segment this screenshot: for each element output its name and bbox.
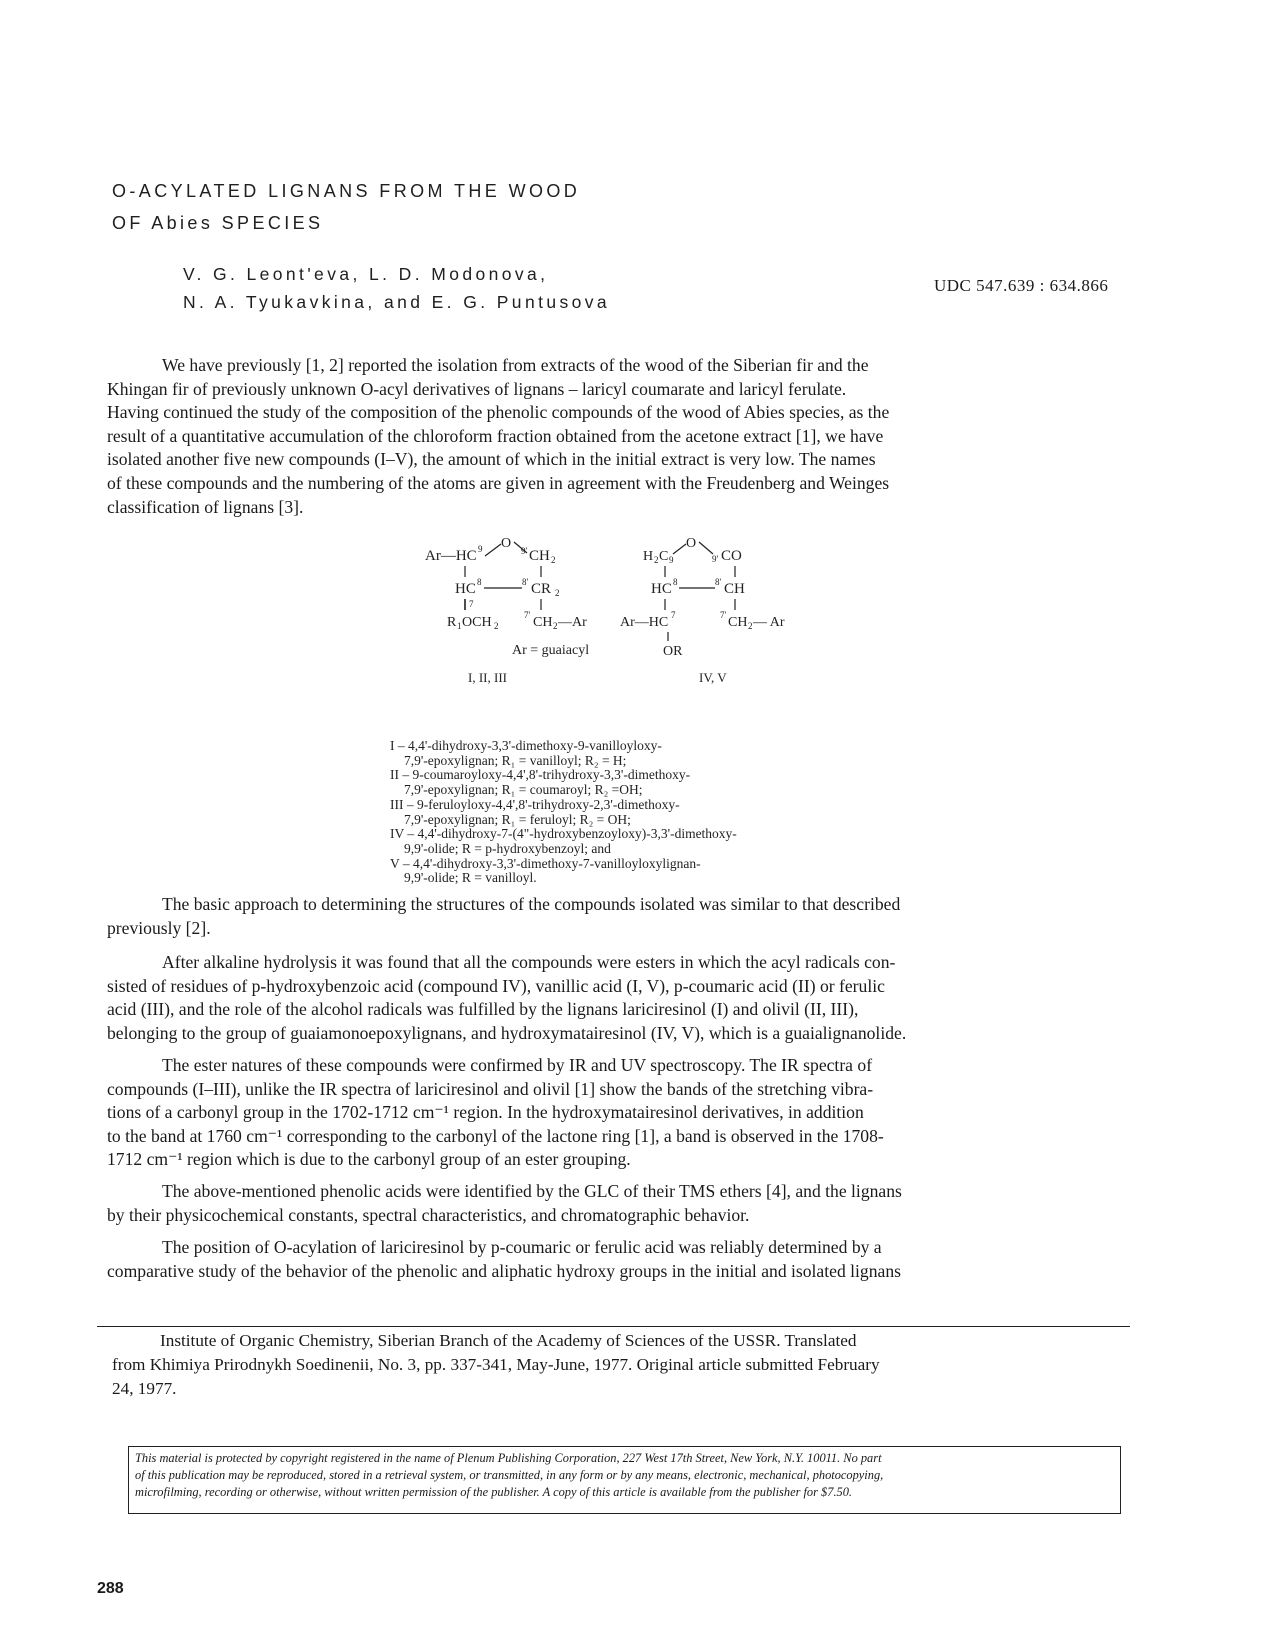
svg-text:R: R [447,615,457,630]
structure-right [620,536,785,659]
svg-text:1: 1 [457,621,462,631]
svg-text:2: 2 [555,588,560,598]
svg-text:OR: OR [663,644,683,659]
svg-text:HC: HC [651,581,672,597]
svg-text:CH: CH [724,581,745,597]
intro-line: of these compounds and the numbering of the atoms are given in agreement with the Freudenberg and Weinges [107,472,890,493]
text-line: After alkaline hydrolysis it was found that all the compounds were esters in which the acyl radicals con- [162,952,896,972]
text-line: by their physicochemical constants, spectral characteristics, and chromatographic behavior. [107,1204,750,1225]
text-line: The ester natures of these compounds were confirmed by IR and UV spectroscopy. The IR spectra of [162,1055,873,1075]
text-line: sisted of residues of p-hydroxybenzoic acid (compound IV), vanillic acid (I, V), p-coumaric acid (II) or ferulic [107,975,885,996]
compound-entry-II-cont: 7,9'-epoxylignan; R₁ = coumaroyl; R₂ =OH; [404,782,643,798]
intro-line: Khingan fir of previously unknown O-acyl derivatives of lignans – laricyl coumarate and laricyl ferulate. [107,378,847,399]
svg-text:O: O [686,536,697,551]
intro-line: We have previously [1, 2] reported the isolation from extracts of the wood of the Siberian fir and the [162,355,869,375]
compound-entry-III-cont: 7,9'-epoxylignan; R₁ = feruloyl; R₂ = OH; [404,811,631,827]
svg-text:OCH: OCH [462,615,492,630]
copyright-line: of this publication may be reproduced, stored in a retrieval system, or transmitted, in any form or by any means, electronic, mechanical, photocopying, [135,1468,884,1482]
chemical-structure-scheme [415,528,815,690]
paragraph-approach [107,893,1127,940]
svg-text:— Ar: — Ar [753,615,785,630]
svg-text:2: 2 [494,621,499,631]
compound-entry-I: I – 4,4'-dihydroxy-3,3'-dimethoxy-9-vanilloyloxy- [390,738,662,753]
footnote-line: 24, 1977. [112,1379,177,1398]
intro-line: isolated another five new compounds (I–V), the amount of which in the initial extract is very low. The names [107,449,876,470]
intro-line: Having continued the study of the composition of the phenolic compounds of the wood of Abies species, as the [107,402,890,423]
text-line: The above-mentioned phenolic acids were identified by the GLC of their TMS ethers [4], and the lignans [162,1181,902,1201]
svg-text:Ar—HC: Ar—HC [425,548,477,564]
copyright-notice [128,1446,1121,1514]
affiliation-footnote [112,1329,1152,1401]
copyright-line: microfilming, recording or otherwise, without written permission of the publisher. A copy of this article is available from the publisher for $7.50. [135,1485,853,1499]
text-line: belonging to the group of guaiamonoepoxylignans, and hydroxymatairesinol (IV, V), which is a guaialignanolide. [107,1022,907,1043]
author-list [183,260,610,316]
scheme-label-left: I, II, III [468,670,507,685]
svg-text:—Ar: —Ar [558,615,587,630]
footnote-divider [97,1326,1130,1327]
compound-entry-IV-cont: 9,9'-olide; R = p-hydroxybenzoyl; and [404,840,611,856]
svg-text:9': 9' [712,554,719,564]
svg-text:HC: HC [455,581,476,597]
text-line: The position of O-acylation of lariciresinol by p-coumaric or ferulic acid was reliably determined by a [162,1237,882,1257]
text-line: 1712 cm⁻¹ region which is due to the carbonyl group of an ester grouping. [107,1149,631,1170]
svg-text:2: 2 [748,621,753,631]
svg-text:8: 8 [673,577,678,587]
compound-entry-V-cont: 9,9'-olide; R = vanilloyl. [404,870,537,886]
footnote-line: from Khimiya Prirodnykh Soedinenii, No. 3, pp. 337-341, May-June, 1977. Original article submitted February [112,1355,880,1374]
article-title-line-1: O-ACYLATED LIGNANS FROM THE WOOD [112,181,581,201]
paragraph-acylation [107,1236,1127,1283]
svg-text:C: C [659,549,669,564]
text-line: acid (III), and the role of the alcohol radicals was fulfilled by the lignans lariciresinol (I) and olivil (II, III), [107,999,859,1020]
svg-text:8': 8' [715,577,722,587]
svg-text:O: O [501,536,512,551]
author-line-1: V. G. Leont'eva, L. D. Modonova, [183,264,549,284]
structure-left [425,536,587,631]
compound-entry-I-cont: 7,9'-epoxylignan; R₁ = vanilloyl; R₂ = H; [404,752,627,768]
svg-text:8': 8' [522,577,529,587]
text-line: The basic approach to determining the structures of the compounds isolated was similar to that described [162,894,901,914]
ar-definition: Ar = guaiacyl [512,643,590,658]
intro-line: result of a quantitative accumulation of the chloroform fraction obtained from the acetone extract [1], we have [107,425,884,446]
compound-entry-III: III – 9-feruloyloxy-4,4',8'-trihydroxy-2,3'-dimethoxy- [390,796,680,812]
svg-text:9: 9 [478,544,483,554]
svg-text:2: 2 [654,555,659,565]
paragraph-identification [107,1180,1127,1227]
svg-text:7': 7' [720,610,727,620]
svg-text:7': 7' [524,610,531,620]
compound-entry-V: V – 4,4'-dihydroxy-3,3'-dimethoxy-7-vanilloyloxylignan- [390,855,701,871]
udc-code: UDC 547.639 : 634.866 [934,276,1109,295]
svg-text:CH: CH [533,615,553,630]
svg-text:Ar—HC: Ar—HC [620,615,669,630]
text-line: to the band at 1760 cm⁻¹ corresponding to the carbonyl of the lactone ring [1], a band is observed in the 1708- [107,1125,884,1146]
page-number: 288 [97,1580,124,1597]
article-title-line-2: OF Abies SPECIES [112,213,324,233]
copyright-line: This material is protected by copyright registered in the name of Plenum Publishing Corporation, 227 West 17th Street, New York, N.Y. 10011. No part [135,1451,882,1465]
svg-text:2: 2 [553,621,558,631]
author-line-2: N. A. Tyukavkina, and E. G. Puntusova [183,292,611,312]
text-line: previously [2]. [107,917,211,938]
footnote-line: Institute of Organic Chemistry, Siberian Branch of the Academy of Sciences of the USSR. Translated [160,1331,857,1350]
compound-list [390,739,910,886]
paragraph-hydrolysis [107,951,1127,1045]
text-line: compounds (I–III), unlike the IR spectra of lariciresinol and olivil [1] show the bands of the stretching vibra- [107,1078,874,1099]
svg-text:9': 9' [521,546,528,556]
text-line: tions of a carbonyl group in the 1702-1712 cm⁻¹ region. In the hydroxymatairesinol derivatives, in addition [107,1102,864,1123]
svg-text:7: 7 [671,610,676,620]
svg-text:8: 8 [477,577,482,587]
svg-text:9: 9 [669,555,674,565]
svg-text:CH: CH [529,548,550,564]
svg-text:H: H [643,549,654,564]
svg-text:CH: CH [728,615,748,630]
intro-paragraph [107,354,1117,519]
svg-text:7: 7 [469,599,474,609]
svg-text:CR: CR [531,581,552,597]
compound-entry-IV: IV – 4,4'-dihydroxy-7-(4"-hydroxybenzoyloxy)-3,3'-dimethoxy- [390,826,737,842]
text-line: comparative study of the behavior of the phenolic and aliphatic hydroxy groups in the initial and isolated lignans [107,1260,901,1281]
compound-entry-II: II – 9-coumaroyloxy-4,4',8'-trihydroxy-3,3'-dimethoxy- [390,767,691,783]
intro-line: classification of lignans [3]. [107,496,304,517]
svg-text:2: 2 [551,555,556,565]
scheme-label-right: IV, V [699,670,727,685]
svg-text:CO: CO [721,548,742,564]
paragraph-spectroscopy [107,1054,1127,1172]
